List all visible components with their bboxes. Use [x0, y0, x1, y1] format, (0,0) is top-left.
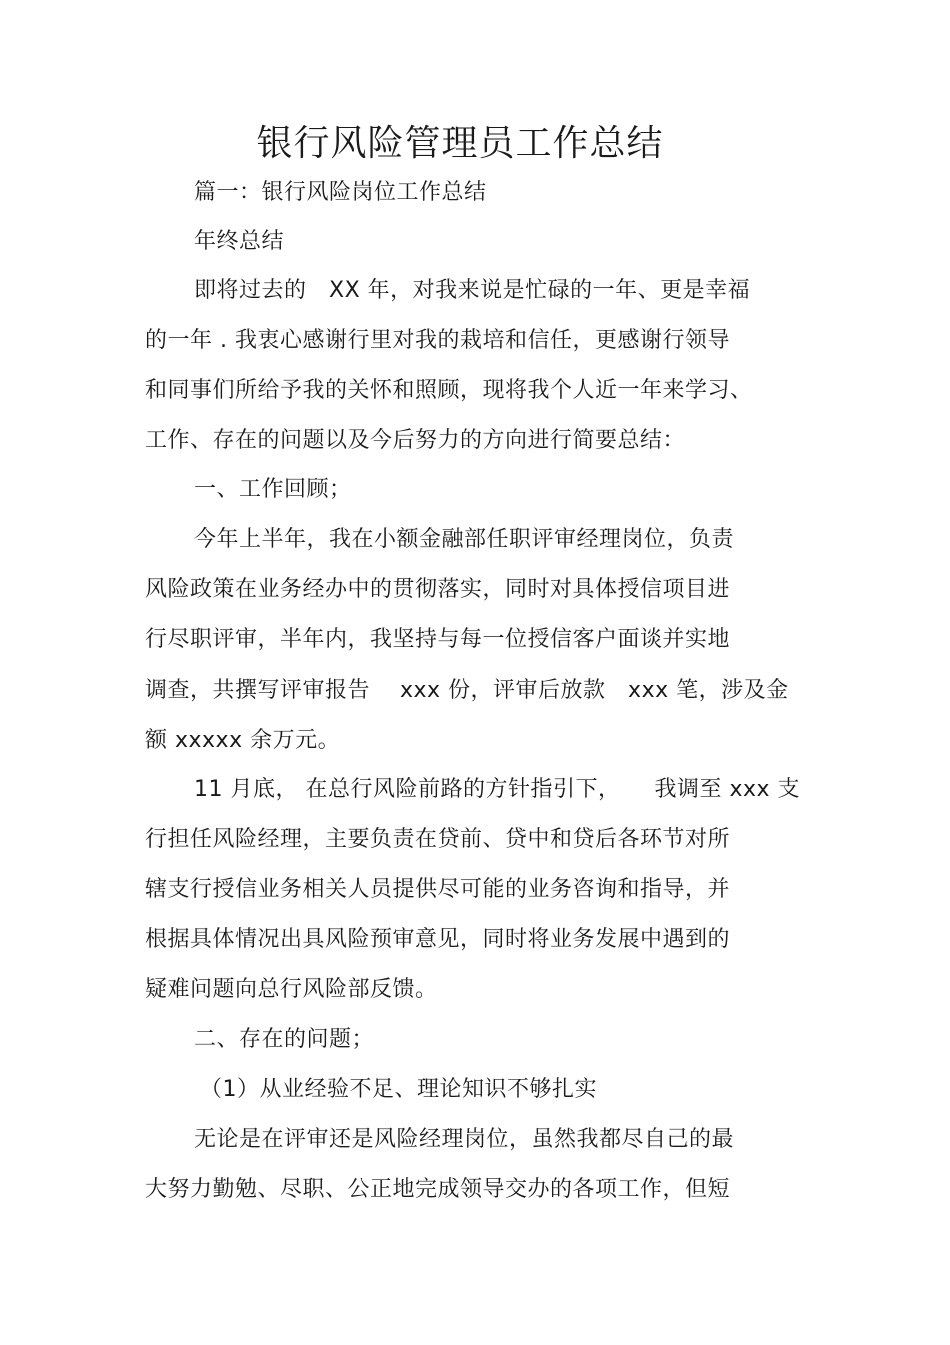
paragraph-line: 今年上半年，我在小额金融部任职评审经理岗位，负责: [194, 527, 735, 552]
paragraph-line: 行尽职评审，半年内，我坚持与每一位授信客户面谈并实地: [145, 627, 731, 652]
section-heading: 一、工作回顾；: [194, 477, 352, 502]
paragraph-line: 11 月底， 在总行风险前路的方针指引下， 我调至 xxx 支: [194, 777, 801, 802]
paragraph-line: 无论是在评审还是风险经理岗位，虽然我都尽自己的最: [194, 1127, 735, 1152]
paragraph-line: 即将过去的 XX 年，对我来说是忙碌的一年、更是幸福: [194, 278, 751, 303]
paragraph-line: 调查，共撰写评审报告 xxx 份，评审后放款 xxx 笔，涉及金: [145, 678, 789, 703]
subheading: 年终总结: [194, 229, 285, 254]
subsection-heading: （1）从业经验不足、理论知识不够扎实: [200, 1077, 597, 1102]
paragraph-line: 额 xxxxx 余万元。: [145, 728, 341, 753]
paragraph-line: 根据具体情况出具风险预审意见，同时将业务发展中遇到的: [145, 927, 731, 952]
document-title: 银行风险管理员工作总结: [256, 123, 664, 164]
paragraph-line: 大努力勤勉、尽职、公正地完成领导交办的各项工作，但短: [145, 1177, 731, 1202]
paragraph-line: 行担任风险经理，主要负责在贷前、贷中和贷后各环节对所: [145, 827, 731, 852]
paragraph-line: 的一年 . 我衷心感谢行里对我的栽培和信任，更感谢行领导: [145, 328, 730, 353]
paragraph-line: 疑难问题向总行风险部反馈。: [145, 977, 438, 1002]
paragraph-line: 风险政策在业务经办中的贯彻落实，同时对具体授信项目进: [145, 577, 731, 602]
paragraph-line: 和同事们所给予我的关怀和照顾，现将我个人近一年来学习、: [145, 378, 753, 403]
section-heading: 二、存在的问题；: [194, 1027, 375, 1052]
paragraph-line: 工作、存在的问题以及今后努力的方向进行简要总结：: [145, 428, 686, 453]
section-heading: 篇一：银行风险岗位工作总结: [194, 180, 487, 205]
paragraph-line: 辖支行授信业务相关人员提供尽可能的业务咨询和指导，并: [145, 877, 731, 902]
